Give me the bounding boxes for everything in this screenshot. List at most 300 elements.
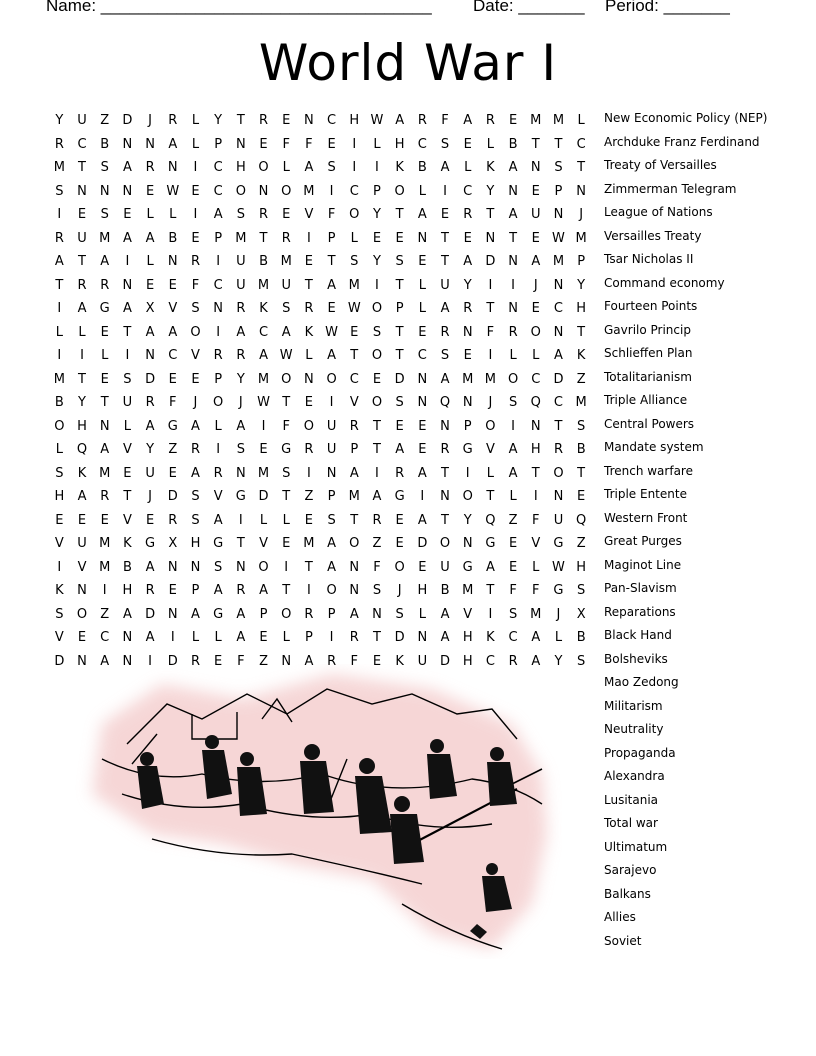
- grid-letter: G: [553, 583, 564, 599]
- grid-letter: T: [100, 395, 109, 411]
- grid-letter: L: [373, 136, 381, 152]
- grid-letter: V: [54, 630, 64, 646]
- grid-letter: M: [280, 254, 292, 270]
- grid-letter: S: [508, 606, 518, 622]
- grid-letter: O: [349, 207, 360, 223]
- grid-letter: A: [259, 348, 268, 364]
- grid-letter: T: [486, 583, 495, 599]
- grid-letter: M: [257, 465, 270, 481]
- grid-letter: E: [577, 489, 586, 505]
- grid-letter: N: [167, 606, 178, 622]
- grid-letter: K: [259, 301, 268, 317]
- grid-letter: N: [576, 183, 587, 199]
- word-list-item: Schlieffen Plan: [604, 346, 693, 360]
- grid-letter: D: [394, 371, 405, 387]
- grid-letter: I: [375, 465, 379, 481]
- grid-letter: P: [191, 583, 200, 599]
- grid-letter: A: [372, 489, 382, 505]
- grid-letter: F: [282, 418, 290, 434]
- grid-letter: A: [54, 254, 64, 270]
- grid-letter: E: [327, 301, 336, 317]
- grid-letter: M: [53, 371, 65, 387]
- grid-letter: P: [554, 183, 563, 199]
- word-list-item: Totalitarianism: [604, 369, 692, 384]
- grid-letter: A: [145, 630, 155, 646]
- grid-letter: D: [145, 371, 156, 387]
- grid-letter: L: [191, 630, 200, 646]
- grid-letter: A: [122, 160, 132, 176]
- grid-letter: S: [372, 324, 382, 340]
- grid-letter: N: [462, 395, 473, 411]
- grid-letter: N: [77, 183, 87, 199]
- grid-letter: G: [462, 442, 473, 458]
- grid-letter: E: [395, 418, 404, 434]
- grid-letter: C: [553, 301, 563, 317]
- grid-letter: M: [462, 371, 474, 387]
- grid-letter: I: [57, 559, 62, 575]
- grid-letter: S: [236, 207, 245, 223]
- grid-letter: U: [77, 113, 87, 129]
- grid-letter: Z: [576, 371, 586, 387]
- grid-letter: M: [99, 230, 111, 246]
- grid-letter: P: [259, 606, 268, 622]
- grid-letter: A: [213, 512, 223, 528]
- grid-letter: R: [508, 653, 518, 669]
- grid-letter: L: [282, 160, 290, 176]
- grid-letter: C: [417, 136, 427, 152]
- grid-letter: A: [213, 207, 223, 223]
- grid-letter: B: [122, 559, 132, 575]
- word-list-item: Fourteen Points: [604, 299, 698, 313]
- grid-letter: O: [394, 559, 405, 575]
- grid-letter: A: [304, 653, 314, 669]
- grid-letter: K: [486, 160, 495, 176]
- grid-letter: E: [100, 324, 109, 340]
- word-list-item: Trench warfare: [604, 463, 693, 478]
- grid-letter: H: [530, 442, 541, 458]
- grid-letter: O: [76, 606, 88, 622]
- grid-letter: L: [191, 113, 200, 129]
- grid-letter: O: [326, 371, 337, 387]
- grid-letter: E: [418, 254, 427, 270]
- grid-letter: A: [100, 653, 110, 669]
- grid-letter: N: [122, 277, 133, 293]
- grid-letter: S: [55, 183, 64, 199]
- grid-letter: E: [168, 277, 177, 293]
- grid-letter: R: [190, 442, 200, 458]
- grid-letter: O: [371, 348, 383, 364]
- grid-letter: I: [57, 301, 62, 317]
- word-list-item: Zimmerman Telegram: [604, 181, 737, 196]
- grid-letter: A: [77, 301, 87, 317]
- grid-letter: L: [259, 512, 268, 528]
- grid-letter: F: [532, 583, 540, 599]
- grid-letter: M: [303, 536, 315, 552]
- grid-letter: O: [258, 559, 269, 575]
- grid-letter: A: [508, 207, 518, 223]
- grid-letter: R: [304, 442, 314, 458]
- grid-letter: S: [327, 160, 336, 176]
- grid-letter: A: [554, 348, 563, 364]
- grid-letter: T: [236, 113, 245, 129]
- grid-letter: J: [556, 606, 561, 622]
- grid-letter: E: [100, 512, 109, 528]
- grid-letter: U: [553, 512, 564, 528]
- grid-letter: T: [441, 512, 449, 528]
- grid-letter: O: [326, 583, 337, 599]
- grid-letter: N: [417, 230, 428, 246]
- grid-letter: R: [100, 489, 110, 505]
- grid-letter: I: [488, 606, 493, 622]
- grid-letter: A: [236, 606, 246, 622]
- grid-letter: I: [216, 324, 221, 340]
- grid-letter: G: [167, 418, 178, 434]
- grid-letter: P: [327, 606, 336, 622]
- grid-letter: I: [102, 583, 107, 599]
- grid-letter: D: [145, 606, 156, 622]
- grid-letter: M: [552, 254, 565, 270]
- grid-letter: N: [417, 371, 428, 387]
- grid-letter: T: [486, 301, 495, 317]
- grid-letter: A: [327, 277, 337, 293]
- grid-letter: H: [462, 653, 473, 669]
- grid-letter: L: [169, 207, 177, 223]
- grid-letter: L: [55, 442, 63, 458]
- grid-letter: O: [439, 536, 451, 552]
- word-list-item: Reparations: [604, 604, 676, 619]
- grid-letter: C: [531, 371, 541, 387]
- grid-letter: H: [349, 113, 360, 129]
- grid-letter: V: [213, 489, 223, 505]
- grid-letter: I: [352, 136, 357, 152]
- grid-letter: R: [463, 301, 473, 317]
- grid-row: [48, 626, 593, 650]
- grid-letter: E: [418, 324, 427, 340]
- grid-row: [48, 227, 593, 251]
- grid-letter: S: [55, 606, 64, 622]
- grid-letter: J: [193, 395, 198, 411]
- grid-letter: S: [327, 512, 336, 528]
- grid-letter: A: [508, 465, 518, 481]
- grid-letter: O: [213, 395, 224, 411]
- grid-letter: N: [530, 160, 541, 176]
- grid-letter: K: [304, 324, 314, 340]
- grid-letter: A: [236, 630, 246, 646]
- word-list-item: Western Front: [604, 510, 688, 525]
- grid-letter: D: [122, 113, 133, 129]
- grid-letter: T: [554, 418, 563, 434]
- grid-letter: A: [304, 160, 314, 176]
- grid-letter: Y: [146, 442, 155, 458]
- grid-letter: Y: [463, 277, 472, 293]
- grid-letter: S: [577, 653, 586, 669]
- word-list-item: Total war: [604, 816, 658, 830]
- grid-letter: E: [259, 442, 268, 458]
- grid-letter: V: [122, 442, 132, 458]
- grid-letter: S: [282, 465, 291, 481]
- grid-letter: T: [327, 254, 336, 270]
- grid-letter: N: [553, 277, 564, 293]
- grid-letter: R: [236, 301, 246, 317]
- grid-letter: I: [57, 348, 62, 364]
- grid-letter: U: [236, 277, 246, 293]
- grid-letter: I: [488, 277, 493, 293]
- grid-row: [48, 203, 593, 227]
- grid-letter: N: [417, 395, 428, 411]
- grid-letter: P: [577, 254, 586, 270]
- grid-letter: B: [508, 136, 518, 152]
- grid-letter: R: [54, 136, 64, 152]
- grid-letter: M: [53, 160, 65, 176]
- grid-letter: T: [486, 207, 495, 223]
- grid-letter: N: [122, 653, 133, 669]
- grid-letter: I: [329, 183, 334, 199]
- grid-letter: O: [190, 324, 201, 340]
- grid-letter: C: [349, 183, 359, 199]
- grid-letter: R: [145, 395, 155, 411]
- grid-letter: S: [214, 559, 223, 575]
- grid-row: [48, 462, 593, 486]
- grid-letter: O: [303, 418, 315, 434]
- grid-letter: R: [304, 606, 314, 622]
- grid-letter: A: [77, 489, 87, 505]
- grid-letter: Q: [439, 395, 451, 411]
- grid-letter: L: [418, 277, 426, 293]
- grid-letter: N: [99, 183, 110, 199]
- grid-letter: T: [554, 136, 563, 152]
- grid-row: [48, 344, 593, 368]
- grid-letter: K: [395, 653, 404, 669]
- grid-letter: V: [531, 536, 541, 552]
- grid-letter: T: [372, 418, 381, 434]
- grid-letter: T: [78, 371, 86, 387]
- grid-letter: C: [100, 630, 110, 646]
- word-list-item: Central Powers: [604, 416, 695, 431]
- grid-letter: V: [168, 301, 178, 317]
- grid-letter: V: [54, 536, 64, 552]
- grid-letter: N: [77, 583, 87, 599]
- grid-letter: I: [511, 277, 516, 293]
- grid-letter: B: [440, 583, 450, 599]
- grid-letter: F: [373, 559, 381, 575]
- word-list-item: Maginot Line: [604, 557, 682, 572]
- grid-letter: L: [464, 160, 472, 176]
- grid-letter: P: [327, 489, 336, 505]
- grid-letter: E: [77, 512, 87, 528]
- grid-letter: N: [462, 324, 473, 340]
- grid-letter: A: [349, 606, 359, 622]
- grid-letter: E: [123, 207, 132, 223]
- grid-letter: Y: [486, 183, 495, 199]
- grid-letter: T: [486, 489, 495, 505]
- grid-row: [48, 133, 593, 157]
- grid-letter: I: [533, 489, 538, 505]
- grid-letter: N: [440, 489, 450, 505]
- grid-letter: Z: [508, 512, 518, 528]
- grid-letter: Z: [100, 113, 110, 129]
- grid-letter: T: [577, 160, 586, 176]
- grid-letter: N: [167, 559, 178, 575]
- grid-letter: A: [531, 254, 541, 270]
- grid-letter: R: [372, 512, 382, 528]
- grid-letter: E: [395, 536, 404, 552]
- grid-letter: C: [213, 183, 223, 199]
- grid-letter: O: [462, 489, 473, 505]
- grid-letter: T: [304, 559, 313, 575]
- grid-letter: U: [281, 277, 291, 293]
- grid-letter: J: [488, 395, 493, 411]
- word-search-grid: [48, 109, 593, 673]
- grid-letter: N: [281, 653, 292, 669]
- grid-letter: R: [190, 653, 200, 669]
- grid-letter: O: [371, 301, 383, 317]
- grid-letter: Z: [304, 489, 314, 505]
- grid-letter: F: [327, 207, 336, 223]
- grid-letter: T: [282, 583, 291, 599]
- period-field-label: Period: _______: [605, 0, 730, 15]
- header-fields: [46, 0, 746, 20]
- grid-letter: F: [350, 653, 359, 669]
- grid-letter: A: [145, 230, 155, 246]
- grid-letter: J: [238, 395, 243, 411]
- grid-letter: O: [281, 371, 292, 387]
- grid-letter: A: [327, 348, 337, 364]
- grid-letter: T: [577, 324, 586, 340]
- grid-letter: R: [349, 630, 359, 646]
- grid-letter: C: [168, 348, 178, 364]
- grid-letter: T: [236, 536, 245, 552]
- grid-letter: A: [417, 465, 427, 481]
- grid-letter: O: [394, 183, 405, 199]
- grid-letter: P: [214, 371, 223, 387]
- grid-letter: Y: [372, 254, 381, 270]
- grid-letter: T: [372, 442, 381, 458]
- grid-letter: I: [329, 395, 334, 411]
- grid-letter: N: [553, 207, 564, 223]
- grid-letter: W: [347, 301, 361, 317]
- grid-letter: S: [191, 301, 200, 317]
- word-list-item: Pan-Slavism: [604, 581, 677, 595]
- grid-letter: F: [169, 395, 177, 411]
- grid-letter: A: [100, 254, 110, 270]
- grid-letter: M: [348, 277, 360, 293]
- grid-letter: U: [122, 395, 133, 411]
- grid-letter: L: [509, 348, 517, 364]
- grid-letter: T: [350, 348, 359, 364]
- grid-letter: S: [191, 489, 200, 505]
- grid-letter: I: [193, 160, 198, 176]
- grid-row: [48, 603, 593, 627]
- grid-letter: R: [145, 160, 155, 176]
- grid-letter: I: [125, 254, 130, 270]
- word-list-item: Archduke Franz Ferdinand: [604, 134, 760, 149]
- grid-letter: E: [145, 512, 155, 528]
- grid-letter: A: [145, 418, 155, 434]
- grid-letter: R: [553, 442, 563, 458]
- grid-letter: L: [55, 324, 63, 340]
- grid-letter: R: [213, 465, 223, 481]
- grid-letter: L: [350, 230, 358, 246]
- grid-letter: N: [553, 324, 564, 340]
- grid-letter: R: [77, 277, 87, 293]
- word-list-item: Bolsheviks: [604, 651, 668, 666]
- grid-letter: F: [282, 136, 290, 152]
- grid-letter: O: [54, 418, 65, 434]
- grid-letter: R: [100, 277, 110, 293]
- grid-letter: T: [531, 465, 540, 481]
- grid-letter: N: [235, 465, 246, 481]
- grid-letter: L: [486, 136, 495, 152]
- grid-letter: F: [486, 324, 495, 340]
- grid-letter: R: [304, 301, 314, 317]
- grid-letter: E: [304, 395, 314, 411]
- grid-letter: U: [77, 230, 87, 246]
- grid-letter: A: [463, 254, 473, 270]
- grid-letter: I: [420, 489, 425, 505]
- grid-letter: S: [123, 371, 132, 387]
- grid-letter: F: [532, 512, 540, 528]
- grid-letter: J: [148, 489, 153, 505]
- grid-letter: E: [418, 418, 427, 434]
- grid-letter: E: [168, 465, 177, 481]
- grid-row: [48, 556, 593, 580]
- grid-letter: V: [259, 536, 268, 552]
- grid-letter: U: [326, 442, 337, 458]
- grid-letter: I: [261, 418, 266, 434]
- grid-letter: I: [125, 348, 130, 364]
- grid-letter: P: [327, 230, 336, 246]
- grid-letter: A: [485, 559, 495, 575]
- word-list-item: Mao Zedong: [604, 675, 679, 689]
- grid-letter: K: [77, 465, 87, 481]
- word-list-item: Lusitania: [604, 792, 659, 807]
- grid-letter: G: [553, 536, 564, 552]
- grid-letter: Y: [372, 207, 381, 223]
- grid-letter: M: [462, 583, 474, 599]
- grid-letter: I: [148, 653, 153, 669]
- grid-letter: Q: [76, 442, 88, 458]
- grid-letter: T: [304, 277, 313, 293]
- grid-letter: M: [575, 230, 587, 246]
- grid-letter: S: [508, 395, 518, 411]
- grid-letter: V: [349, 395, 359, 411]
- grid-letter: A: [395, 442, 405, 458]
- word-list-item: Soviet: [604, 933, 642, 948]
- grid-letter: P: [214, 230, 223, 246]
- grid-letter: A: [191, 465, 200, 481]
- grid-letter: E: [395, 230, 404, 246]
- grid-letter: I: [443, 183, 447, 199]
- grid-letter: N: [99, 418, 110, 434]
- grid-letter: A: [440, 160, 450, 176]
- grid-letter: C: [508, 630, 518, 646]
- grid-letter: E: [282, 536, 291, 552]
- grid-letter: E: [168, 371, 177, 387]
- word-list-item: Neutrality: [604, 722, 664, 736]
- grid-letter: K: [486, 630, 495, 646]
- grid-letter: V: [485, 442, 495, 458]
- grid-letter: L: [146, 254, 154, 270]
- grid-letter: D: [167, 489, 178, 505]
- grid-letter: N: [145, 136, 155, 152]
- grid-letter: H: [122, 583, 133, 599]
- grid-letter: E: [531, 183, 540, 199]
- grid-letter: E: [191, 183, 200, 199]
- grid-letter: M: [484, 371, 497, 387]
- grid-letter: P: [395, 301, 404, 317]
- grid-letter: R: [168, 512, 178, 528]
- grid-letter: R: [485, 113, 495, 129]
